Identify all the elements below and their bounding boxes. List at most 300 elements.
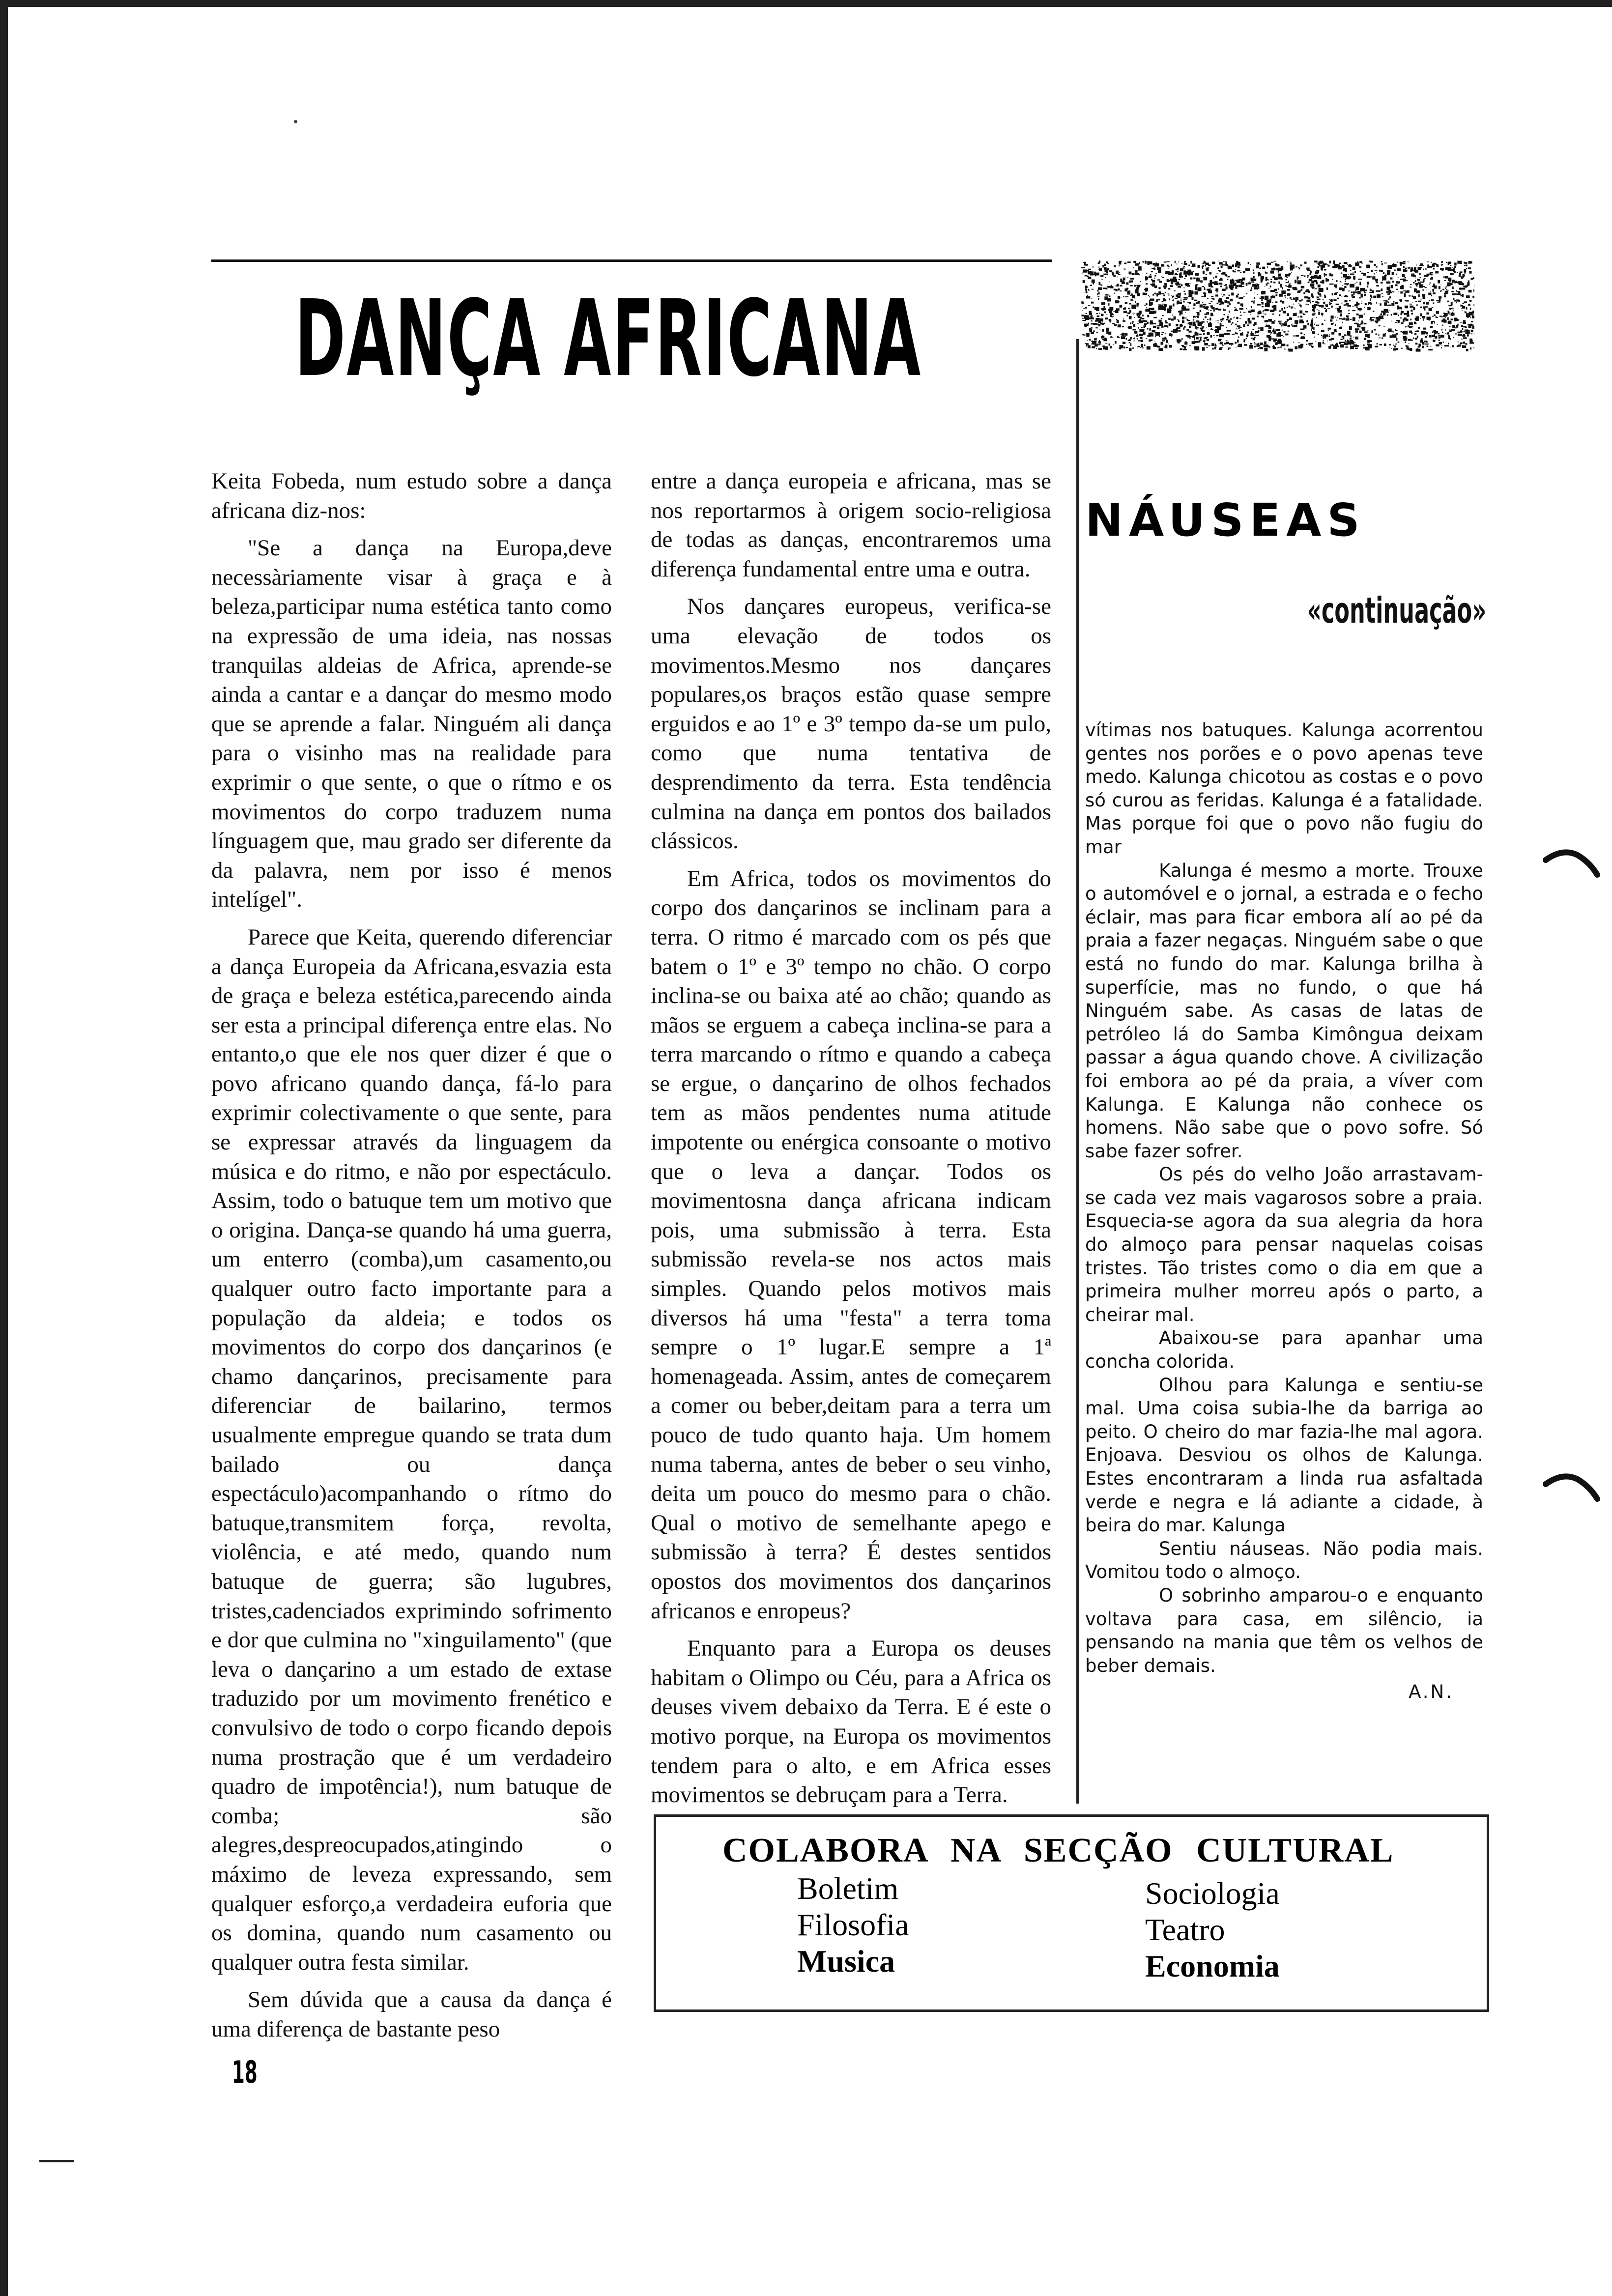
texture-speck	[1088, 289, 1089, 290]
texture-speck	[1221, 339, 1222, 340]
texture-speck	[1162, 338, 1167, 340]
texture-speck	[1197, 329, 1198, 330]
texture-speck	[1310, 302, 1311, 304]
texture-speck	[1168, 310, 1170, 311]
texture-speck	[1259, 268, 1261, 269]
texture-speck	[1130, 299, 1132, 301]
texture-speck	[1146, 303, 1148, 305]
texture-speck	[1404, 261, 1406, 262]
texture-speck	[1355, 262, 1359, 266]
texture-speck	[1145, 276, 1147, 280]
texture-speck	[1311, 319, 1313, 323]
texture-speck	[1319, 288, 1324, 292]
texture-speck	[1359, 318, 1360, 319]
texture-speck	[1147, 322, 1149, 324]
texture-speck	[1288, 348, 1289, 350]
texture-speck	[1085, 289, 1087, 291]
texture-speck	[1207, 339, 1209, 341]
texture-speck	[1292, 326, 1294, 327]
texture-speck	[1210, 313, 1213, 316]
texture-speck	[1345, 335, 1347, 336]
texture-speck	[1322, 315, 1323, 316]
texture-speck	[1227, 330, 1229, 331]
texture-speck	[1104, 323, 1105, 324]
texture-speck	[1227, 316, 1229, 319]
texture-speck	[1255, 332, 1256, 333]
texture-speck	[1443, 319, 1445, 322]
texture-speck	[1105, 288, 1108, 289]
texture-speck	[1284, 307, 1286, 309]
texture-speck	[1091, 316, 1093, 318]
texture-speck	[1137, 285, 1140, 287]
texture-speck	[1354, 283, 1355, 284]
texture-speck	[1273, 296, 1274, 297]
texture-speck	[1449, 323, 1451, 324]
texture-speck	[1149, 330, 1151, 331]
margin-hook-mark	[1543, 1469, 1602, 1504]
box-item-teatro: Teatro	[1145, 1912, 1225, 1947]
texture-speck	[1308, 297, 1311, 300]
texture-speck	[1325, 281, 1327, 282]
texture-speck	[1422, 294, 1425, 296]
speck-mark	[294, 120, 297, 123]
texture-speck	[1392, 281, 1394, 283]
texture-speck	[1198, 265, 1200, 268]
article-paragraph: Sem dúvida que a causa da dança é uma diferença de bastante peso	[211, 1987, 612, 2042]
texture-speck	[1184, 297, 1188, 299]
texture-speck	[1438, 340, 1440, 341]
texture-speck	[1466, 265, 1468, 267]
texture-speck	[1351, 342, 1354, 344]
texture-speck	[1265, 303, 1270, 308]
texture-speck	[1309, 279, 1312, 281]
texture-speck	[1380, 303, 1382, 306]
texture-speck	[1370, 289, 1372, 291]
texture-speck	[1317, 296, 1319, 298]
texture-speck	[1242, 305, 1243, 307]
texture-speck	[1400, 317, 1402, 318]
texture-speck	[1271, 268, 1275, 270]
texture-speck	[1455, 319, 1459, 321]
texture-speck	[1120, 305, 1123, 308]
texture-speck	[1360, 271, 1361, 272]
texture-speck	[1453, 337, 1454, 338]
texture-speck	[1243, 296, 1245, 297]
texture-speck	[1382, 334, 1384, 337]
texture-speck	[1132, 273, 1134, 275]
texture-speck	[1364, 294, 1366, 296]
texture-speck	[1397, 268, 1401, 271]
texture-speck	[1218, 270, 1220, 271]
texture-speck	[1387, 330, 1388, 331]
texture-speck	[1379, 338, 1381, 339]
texture-speck	[1196, 337, 1199, 340]
texture-speck	[1403, 266, 1405, 268]
texture-speck	[1463, 326, 1466, 328]
texture-speck	[1219, 262, 1223, 264]
texture-speck	[1190, 277, 1192, 279]
texture-speck	[1175, 261, 1176, 263]
texture-speck	[1470, 347, 1471, 349]
texture-speck	[1155, 332, 1160, 336]
texture-speck	[1458, 334, 1461, 336]
texture-speck	[1371, 296, 1373, 298]
texture-speck	[1396, 289, 1398, 290]
texture-speck	[1261, 299, 1263, 301]
texture-speck	[1410, 319, 1411, 320]
texture-speck	[1365, 290, 1366, 291]
texture-speck	[1332, 279, 1333, 280]
texture-speck	[1355, 330, 1358, 333]
texture-speck	[1361, 273, 1363, 274]
texture-speck	[1352, 297, 1353, 298]
texture-speck	[1230, 318, 1232, 320]
texture-speck	[1281, 335, 1283, 336]
texture-speck	[1379, 325, 1381, 326]
texture-speck	[1423, 302, 1425, 305]
texture-speck	[1256, 284, 1258, 285]
texture-speck	[1219, 334, 1224, 337]
texture-speck	[1421, 264, 1423, 266]
texture-speck	[1436, 344, 1439, 346]
texture-speck	[1374, 264, 1376, 266]
texture-speck	[1376, 290, 1380, 292]
texture-speck	[1202, 347, 1205, 351]
texture-speck	[1251, 306, 1252, 308]
texture-speck	[1120, 272, 1121, 274]
texture-speck	[1203, 271, 1205, 274]
texture-speck	[1389, 296, 1391, 298]
texture-speck	[1328, 328, 1331, 330]
texture-speck	[1442, 336, 1444, 337]
texture-speck	[1236, 285, 1238, 287]
texture-speck	[1400, 291, 1403, 293]
texture-speck	[1149, 308, 1151, 310]
texture-speck	[1312, 301, 1314, 302]
texture-speck	[1307, 277, 1308, 278]
texture-speck	[1287, 307, 1288, 308]
texture-speck	[1254, 335, 1259, 336]
texture-speck	[1086, 345, 1088, 347]
texture-speck	[1207, 312, 1209, 315]
texture-speck	[1092, 280, 1095, 283]
texture-speck	[1259, 274, 1261, 275]
texture-speck	[1134, 285, 1136, 287]
texture-speck	[1156, 345, 1158, 347]
texture-speck	[1361, 322, 1363, 325]
texture-speck	[1342, 289, 1345, 291]
texture-speck	[1099, 342, 1100, 344]
texture-speck	[1189, 293, 1193, 297]
texture-speck	[1087, 287, 1088, 288]
texture-speck	[1165, 322, 1168, 323]
texture-speck	[1102, 308, 1106, 310]
texture-speck	[1454, 266, 1456, 268]
texture-speck	[1204, 337, 1207, 339]
texture-speck	[1318, 262, 1320, 265]
texture-speck	[1385, 300, 1387, 302]
texture-speck	[1281, 344, 1285, 346]
texture-speck	[1414, 322, 1416, 324]
texture-speck	[1381, 314, 1382, 315]
texture-speck	[1227, 266, 1229, 267]
texture-speck	[1367, 340, 1370, 343]
texture-speck	[1113, 275, 1116, 277]
box-item-musica: Musica	[797, 1944, 895, 1979]
texture-speck	[1387, 305, 1388, 306]
texture-speck	[1091, 302, 1094, 304]
texture-speck	[1355, 347, 1358, 349]
texture-speck	[1311, 284, 1315, 287]
texture-speck	[1346, 303, 1349, 305]
texture-speck	[1164, 283, 1167, 286]
texture-speck	[1423, 269, 1424, 270]
texture-speck	[1421, 338, 1423, 340]
texture-speck	[1461, 308, 1462, 309]
texture-speck	[1460, 271, 1463, 273]
texture-speck	[1236, 328, 1238, 329]
texture-speck	[1353, 291, 1357, 293]
texture-speck	[1439, 337, 1440, 339]
texture-speck	[1265, 320, 1268, 322]
texture-speck	[1396, 281, 1400, 284]
texture-speck	[1106, 328, 1109, 331]
texture-speck	[1128, 340, 1131, 341]
texture-speck	[1440, 291, 1441, 292]
texture-speck	[1106, 331, 1109, 334]
texture-speck	[1436, 264, 1438, 266]
texture-speck	[1308, 344, 1310, 345]
texture-speck	[1387, 302, 1389, 303]
texture-speck	[1381, 288, 1383, 291]
texture-speck	[1315, 276, 1317, 278]
texture-speck	[1289, 317, 1292, 319]
texture-speck	[1293, 304, 1295, 305]
texture-speck	[1144, 323, 1147, 325]
decorative-texture-banner	[1081, 256, 1474, 354]
texture-speck	[1349, 300, 1351, 301]
texture-speck	[1332, 344, 1333, 345]
texture-speck	[1441, 261, 1443, 263]
texture-speck	[1095, 318, 1099, 321]
texture-speck	[1245, 340, 1246, 341]
texture-speck	[1392, 291, 1394, 292]
texture-speck	[1247, 324, 1249, 326]
texture-speck	[1453, 329, 1455, 331]
texture-speck	[1233, 283, 1237, 286]
texture-speck	[1283, 311, 1286, 313]
texture-speck	[1142, 347, 1144, 348]
texture-speck	[1414, 267, 1416, 271]
texture-speck	[1375, 270, 1378, 271]
texture-speck	[1171, 318, 1174, 320]
texture-speck	[1207, 289, 1210, 291]
texture-speck	[1453, 271, 1455, 272]
texture-speck	[1347, 264, 1348, 265]
texture-speck	[1159, 323, 1163, 326]
texture-speck	[1322, 324, 1324, 325]
texture-speck	[1254, 300, 1255, 302]
texture-speck	[1106, 271, 1108, 273]
texture-speck	[1198, 288, 1201, 291]
texture-speck	[1279, 294, 1283, 297]
texture-speck	[1432, 335, 1435, 337]
texture-speck	[1192, 263, 1195, 267]
texture-speck	[1121, 336, 1125, 339]
texture-speck	[1353, 310, 1356, 311]
texture-speck	[1147, 315, 1149, 317]
texture-speck	[1388, 298, 1389, 300]
texture-speck	[1157, 346, 1160, 348]
texture-speck	[1159, 304, 1161, 306]
texture-speck	[1125, 296, 1129, 297]
texture-speck	[1142, 318, 1145, 319]
texture-speck	[1265, 314, 1267, 315]
texture-speck	[1226, 287, 1228, 289]
texture-speck	[1407, 290, 1410, 292]
texture-speck	[1275, 342, 1278, 345]
texture-speck	[1270, 279, 1272, 280]
texture-speck	[1395, 302, 1398, 305]
texture-speck	[1309, 344, 1312, 345]
texture-speck	[1183, 266, 1185, 267]
texture-speck	[1143, 329, 1145, 330]
texture-speck	[1107, 263, 1109, 264]
texture-speck	[1226, 297, 1229, 299]
texture-speck	[1235, 333, 1238, 334]
texture-speck	[1248, 311, 1251, 313]
texture-speck	[1389, 286, 1390, 287]
texture-speck	[1473, 347, 1474, 348]
texture-speck	[1287, 261, 1288, 262]
texture-speck	[1219, 280, 1222, 281]
texture-speck	[1374, 273, 1375, 275]
texture-speck	[1129, 272, 1132, 275]
texture-speck	[1354, 323, 1355, 324]
texture-speck	[1200, 305, 1203, 308]
texture-speck	[1261, 347, 1263, 349]
texture-speck	[1448, 267, 1452, 271]
texture-speck	[1265, 296, 1268, 300]
texture-speck	[1473, 277, 1474, 278]
texture-speck	[1318, 285, 1321, 287]
texture-speck	[1234, 316, 1235, 318]
texture-speck	[1459, 300, 1460, 302]
texture-speck	[1214, 348, 1216, 349]
texture-speck	[1215, 281, 1216, 282]
texture-speck	[1452, 267, 1453, 268]
texture-speck	[1406, 270, 1408, 272]
texture-speck	[1331, 274, 1333, 276]
texture-speck	[1275, 292, 1278, 293]
texture-speck	[1278, 277, 1282, 280]
texture-speck	[1210, 335, 1212, 338]
texture-speck	[1228, 320, 1231, 322]
texture-speck	[1172, 286, 1173, 287]
texture-speck	[1359, 331, 1362, 333]
texture-speck	[1235, 269, 1236, 270]
texture-speck	[1238, 270, 1240, 271]
texture-speck	[1350, 338, 1352, 340]
texture-speck	[1431, 295, 1433, 296]
texture-speck	[1406, 280, 1408, 281]
texture-speck	[1085, 307, 1087, 309]
texture-speck	[1424, 308, 1425, 311]
texture-speck	[1466, 349, 1468, 351]
texture-speck	[1090, 285, 1092, 286]
texture-speck	[1089, 311, 1092, 314]
texture-speck	[1235, 281, 1236, 282]
texture-speck	[1254, 342, 1255, 343]
texture-speck	[1387, 287, 1390, 288]
texture-speck	[1345, 300, 1348, 302]
texture-speck	[1138, 327, 1139, 329]
texture-speck	[1319, 277, 1321, 279]
texture-speck	[1471, 324, 1474, 326]
texture-speck	[1137, 338, 1138, 340]
texture-speck	[1109, 295, 1110, 297]
texture-speck	[1342, 318, 1344, 320]
texture-speck	[1260, 298, 1261, 299]
texture-speck	[1140, 317, 1142, 319]
texture-speck	[1264, 342, 1267, 344]
texture-speck	[1238, 294, 1239, 295]
texture-speck	[1364, 292, 1366, 293]
texture-speck	[1306, 304, 1307, 305]
texture-speck	[1469, 300, 1470, 302]
texture-speck	[1400, 301, 1402, 302]
texture-speck	[1220, 323, 1222, 327]
texture-speck	[1465, 262, 1468, 264]
texture-speck	[1092, 298, 1093, 299]
texture-speck	[1127, 261, 1131, 263]
texture-speck	[1203, 333, 1205, 335]
texture-speck	[1195, 327, 1199, 329]
texture-speck	[1141, 344, 1143, 347]
texture-speck	[1401, 310, 1402, 311]
texture-speck	[1264, 348, 1267, 351]
texture-speck	[1387, 293, 1390, 295]
box-item-boletim: Boletim	[797, 1871, 899, 1906]
texture-speck	[1120, 285, 1122, 287]
texture-speck	[1239, 318, 1241, 319]
texture-speck	[1189, 322, 1192, 325]
texture-speck	[1390, 278, 1392, 280]
texture-speck	[1319, 265, 1322, 266]
article-paragraph: Em Africa, todos os movimentos do corpo dos dançarinos se inclinam para a terra. O ritmo é marcado com os pés que batem o 1º e 3º tempo no chão. O corpo inclina-se ou baixa até ao chão; quando as mãos se erguem a cabeça inclina-se para a terra marcando o rítmo e quando a cabeça se ergue, o dançarino de olhos fechados tem as mãos pendentes numa atitude impotente ou enérgica consoante o motivo que o leva a dançar. Todos os movimentosna dança africana indicam pois, uma submissão à terra. Esta submissão revela-se nos actos mais simples. Quando pelos motivos mais diversos há uma "festa" a terra toma sempre o 1º lugar.E sempre a 1ª homenageada. Assim, antes de começarem a comer ou beber,deitam para a terra um pouco de tudo quanto haja. Um homem numa taberna, antes de beber o seu vinho, deita um pouco do mesmo para o chão. Qual o motivo de semelhante apego e submissão à terra? É destes sentidos opostos dos movimentos dos dançarinos africanos e enropeus?	[651, 865, 1051, 1624]
texture-speck	[1321, 262, 1322, 263]
texture-speck	[1401, 348, 1403, 349]
texture-speck	[1406, 319, 1409, 321]
texture-speck	[1183, 301, 1184, 303]
texture-speck	[1370, 294, 1371, 296]
texture-speck	[1298, 267, 1300, 268]
texture-speck	[1301, 299, 1303, 300]
texture-speck	[1146, 307, 1147, 308]
texture-speck	[1206, 327, 1207, 328]
texture-speck	[1377, 282, 1379, 284]
texture-speck	[1197, 313, 1200, 316]
texture-speck	[1180, 313, 1181, 316]
texture-speck	[1442, 289, 1444, 290]
texture-speck	[1329, 339, 1332, 340]
texture-speck	[1169, 306, 1172, 310]
texture-speck	[1299, 319, 1303, 321]
story-paragraph: O sobrinho amparou-o e enquanto voltava para casa, em silêncio, ia pensando na mania que têm os velhos de beber demais.	[1085, 1584, 1483, 1676]
texture-speck	[1220, 286, 1222, 287]
texture-speck	[1130, 322, 1131, 324]
texture-speck	[1220, 319, 1223, 321]
